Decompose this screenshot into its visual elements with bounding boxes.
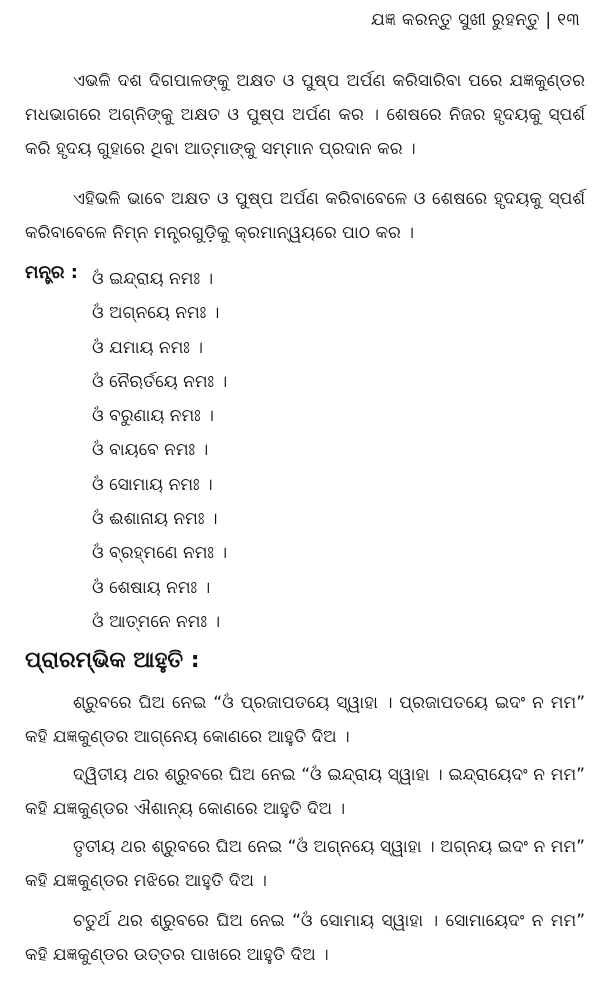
mantra-line: ଓଁ ବରୁଣାୟ ନମଃ । (92, 406, 214, 427)
mantra-line: ଓଁ ନୈଋର୍ତୟେ ନମଃ । (92, 371, 228, 392)
intro-paragraph-2: ଏହିଭଳି ଭାବେ ଅକ୍ଷତ ଓ ପୁଷ୍ପ ଅର୍ପଣ କରିବାବେଳେ ଓ ଶେଷରେ ହୃଦୟକୁ ସ୍ପର୍ଶ କରିବାବେଳେ ନିମ୍ନ ମନ୍ତ୍ରଗୁଡ଼ିକୁ କ୍ରମାନ୍ୱୟରେ ପାଠ କର । (25, 189, 585, 243)
mantra-line: ଓଁ ଯମାୟ ନମଃ । (92, 337, 203, 358)
ahuti-paragraph-2: ଦ୍ୱିତୀୟ ଥର ଶ୍ରୁବରେ ଘିଅ ନେଇ “ଓଁ ଇନ୍ଦ୍ରାୟ ସ୍ୱାହା । ଇନ୍ଦ୍ରାୟେଦଂ ନ ମମ” କହି ଯଜ୍ଞକୁଣ୍ଡର ଐଶାନ୍ୟ କୋଣରେ ଆହୁତି ଦିଅ । (25, 765, 585, 819)
mantra-line: ଓଁ ବାୟବେ ନମଃ । (92, 440, 209, 461)
mantra-label: ମନ୍ତ୍ର : (25, 262, 78, 283)
mantra-list (92, 262, 227, 639)
mantra-line: ଓଁ ଇନ୍ଦ୍ରାୟ ନମଃ । (92, 269, 214, 289)
ahuti-paragraph-1: ଶ୍ରୁବରେ ଘିଅ ନେଇ “ଓଁ ପ୍ରଜାପତୟେ ସ୍ୱାହା । ପ୍ରଜାପତୟେ ଇଦଂ ନ ମମ” କହି ଯଜ୍ଞକୁଣ୍ଡର ଆଗ୍ନେୟ କୋଣରେ ଆହୁତି ଦିଅ । (25, 693, 585, 747)
ahuti-paragraph-3: ତୃତୀୟ ଥର ଶ୍ରୁବରେ ଘିଅ ନେଇ “ଓଁ ଅଗ୍ନୟେ ସ୍ୱାହା । ଅଗ୍ନୟ ଇଦଂ ନ ମମ” କହି ଯଜ୍ଞକୁଣ୍ଡର ମଝିରେ ଆହୁତି ଦିଅ । (25, 837, 585, 891)
mantra-line: ଓଁ ଈଶାନାୟ ନମଃ । (92, 509, 218, 530)
ahuti-paragraph-4: ଚତୁର୍ଥ ଥର ଶ୍ରୁବରେ ଘିଅ ନେଇ “ଓଁ ସୋମାୟ ସ୍ୱାହା । ସୋମାୟେଦଂ ନ ମମ” କହି ଯଜ୍ଞକୁଣ୍ଡର ଉତ୍ତର ପାଖରେ ଆହୁତି ଦିଅ । (25, 911, 585, 965)
running-header: ଯଜ୍ଞ କରନ୍ତୁ ସୁଖୀ ରୁହନ୍ତୁ | ୧୩ (370, 10, 580, 30)
mantra-line: ଓଁ ଅଗ୍ନୟେ ନମଃ । (92, 303, 220, 324)
intro-paragraph-1: ଏଭଳି ଦଶ ଦିଗପାଳଙ୍କୁ ଅକ୍ଷତ ଓ ପୁଷ୍ପ ଅର୍ପଣ କରିସାରିବା ପରେ ଯଜ୍ଞକୁଣ୍ଡର ମଧଭାଗରେ ଅଗ୍ନିଙ୍କୁ ଅକ୍ଷତ ଓ ପୁଷ୍ପ ଅର୍ପଣ କର । ଶେଷରେ ନିଜର ହୃଦୟକୁ ସ୍ପର୍ଶ କରି ହୃଦୟ ଗୁହାରେ ଥିବା ଆତ୍ମାଙ୍କୁ ସମ୍ମାନ ପ୍ରଦାନ କର । (25, 71, 585, 159)
mantra-line: ଓଁ ଶେଷାୟ ନମଃ । (92, 577, 211, 598)
section-heading: ପ୍ରାରମ୍ଭିକ ଆହୁତି : (25, 648, 200, 673)
mantra-line: ଓଁ ବ୍ରହ୍ମଣେ ନମଃ । (92, 543, 228, 564)
mantra-line: ଓଁ ସୋମାୟ ନମଃ । (92, 474, 213, 495)
mantra-line: ଓଁ ଆତ୍ମନେ ନମଃ । (92, 611, 221, 632)
